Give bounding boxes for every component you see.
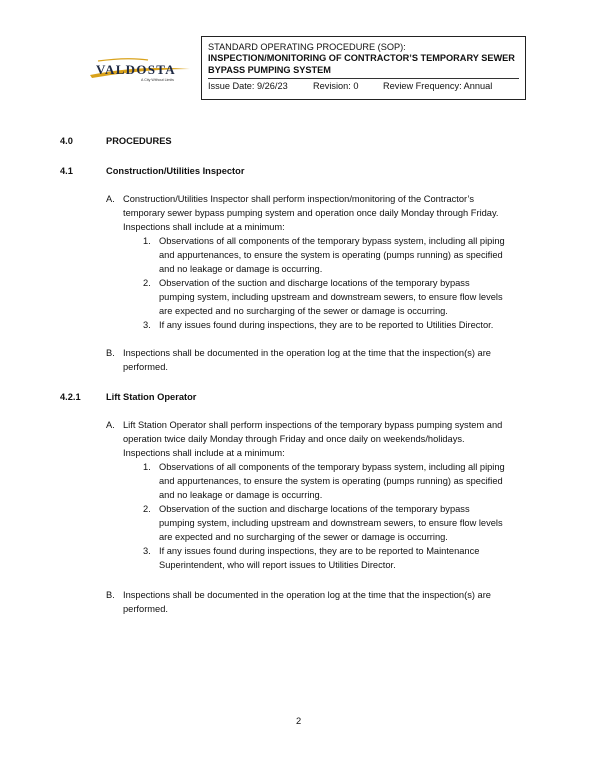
section-4-2-1-number: 4.2.1 [60,392,81,402]
s421-a-paragraph [123,419,502,461]
s421-a-line: Inspections shall include at a minimum: [123,447,285,458]
s41-item-1 [159,235,505,277]
list-item-line: If any issues found during inspections, they are to be reported to Maintenance [159,546,480,556]
s41-a-line: Inspections shall include at a minimum: [123,221,285,232]
s41-a-line: temporary sewer bypass pumping system and operation once daily Monday through Friday. [123,207,499,218]
s41-item-3-marker: 3. [143,320,151,330]
s41-b-line: Inspections shall be documented in the operation log at the time that the inspection(s) are [123,348,491,358]
s41-b-marker: B. [106,348,115,358]
s41-item-1-marker: 1. [143,236,151,246]
s41-item-2-marker: 2. [143,278,151,288]
s41-item-3 [159,319,493,333]
section-4-1-number: 4.1 [60,166,73,176]
list-item-line: Observations of all components of the temporary bypass system, including all piping [159,462,505,472]
s421-a-line: Lift Station Operator shall perform inspections of the temporary bypass pumping system and [123,420,503,430]
section-4-2-1-title: Lift Station Operator [106,392,197,402]
header-line-2: INSPECTION/MONITORING OF CONTRACTOR’S TEMPORARY SEWER [208,53,515,64]
sop-header-box [201,36,526,100]
issue-date: Issue Date: 9/26/23 [208,81,288,92]
s421-b-paragraph [123,589,491,617]
s41-a-marker: A. [106,194,115,204]
list-item-line: and no leakage or damage is occurring. [159,489,323,500]
list-item-line: Superintendent, who will report issues to Utilities Director. [159,559,396,570]
page-number: 2 [296,716,302,726]
s421-b-line: performed. [123,603,168,614]
logo-tagline: A City Without Limits [141,78,174,82]
s421-b-line: Inspections shall be documented in the operation log at the time that the inspection(s) are [123,590,491,600]
list-item-line: Observation of the suction and discharge locations of the temporary bypass [159,504,470,514]
s41-a-line: Construction/Utilities Inspector shall perform inspection/monitoring of the Contractor’s [123,194,475,204]
list-item-line: are expected and no surcharging of the sewer or damage is occurring. [159,305,448,316]
s421-item-3-marker: 3. [143,546,151,556]
list-item-line: pumping system, including upstream and downstream sewers, to ensure flow levels [159,291,503,302]
section-4-0-number: 4.0 [60,136,73,146]
s41-b-paragraph [123,347,491,375]
review-frequency: Review Frequency: Annual [383,81,493,92]
s421-item-1-marker: 1. [143,462,151,472]
header-line-3: BYPASS PUMPING SYSTEM [208,64,331,75]
header-line-1: STANDARD OPERATING PROCEDURE (SOP): [208,42,406,52]
list-item-line: Observations of all components of the temporary bypass system, including all piping [159,236,505,246]
s421-item-2-marker: 2. [143,504,151,514]
s41-a-paragraph [123,193,499,235]
s41-b-line: performed. [123,361,168,372]
s421-a-line: operation twice daily Monday through Friday and once daily on weekends/holidays. [123,433,465,444]
header-meta-row [208,81,519,92]
section-4-1-title: Construction/Utilities Inspector [106,166,245,176]
list-item-line: pumping system, including upstream and downstream sewers, to ensure flow levels [159,517,503,528]
header-divider [208,78,519,79]
valdosta-logo [88,55,192,85]
s421-item-1 [159,461,505,503]
logo-wordmark: VALDOSTA [96,62,176,77]
revision: Revision: 0 [313,81,359,92]
list-item-line: are expected and no surcharging of the sewer or damage is occurring. [159,531,448,542]
list-item-line: and appurtenances, to ensure the system is operating (pumps running) as specified [159,475,503,486]
section-4-0-title: PROCEDURES [106,136,172,146]
s421-item-3 [159,545,479,573]
list-item-line: and appurtenances, to ensure the system is operating (pumps running) as specified [159,249,503,260]
s421-item-2 [159,503,503,545]
list-item-line: Observation of the suction and discharge locations of the temporary bypass [159,278,470,288]
s421-a-marker: A. [106,420,115,430]
list-item-line: and no leakage or damage is occurring. [159,263,323,274]
list-item-line: If any issues found during inspections, they are to be reported to Utilities Director. [159,320,494,330]
s421-b-marker: B. [106,590,115,600]
s41-item-2 [159,277,503,319]
